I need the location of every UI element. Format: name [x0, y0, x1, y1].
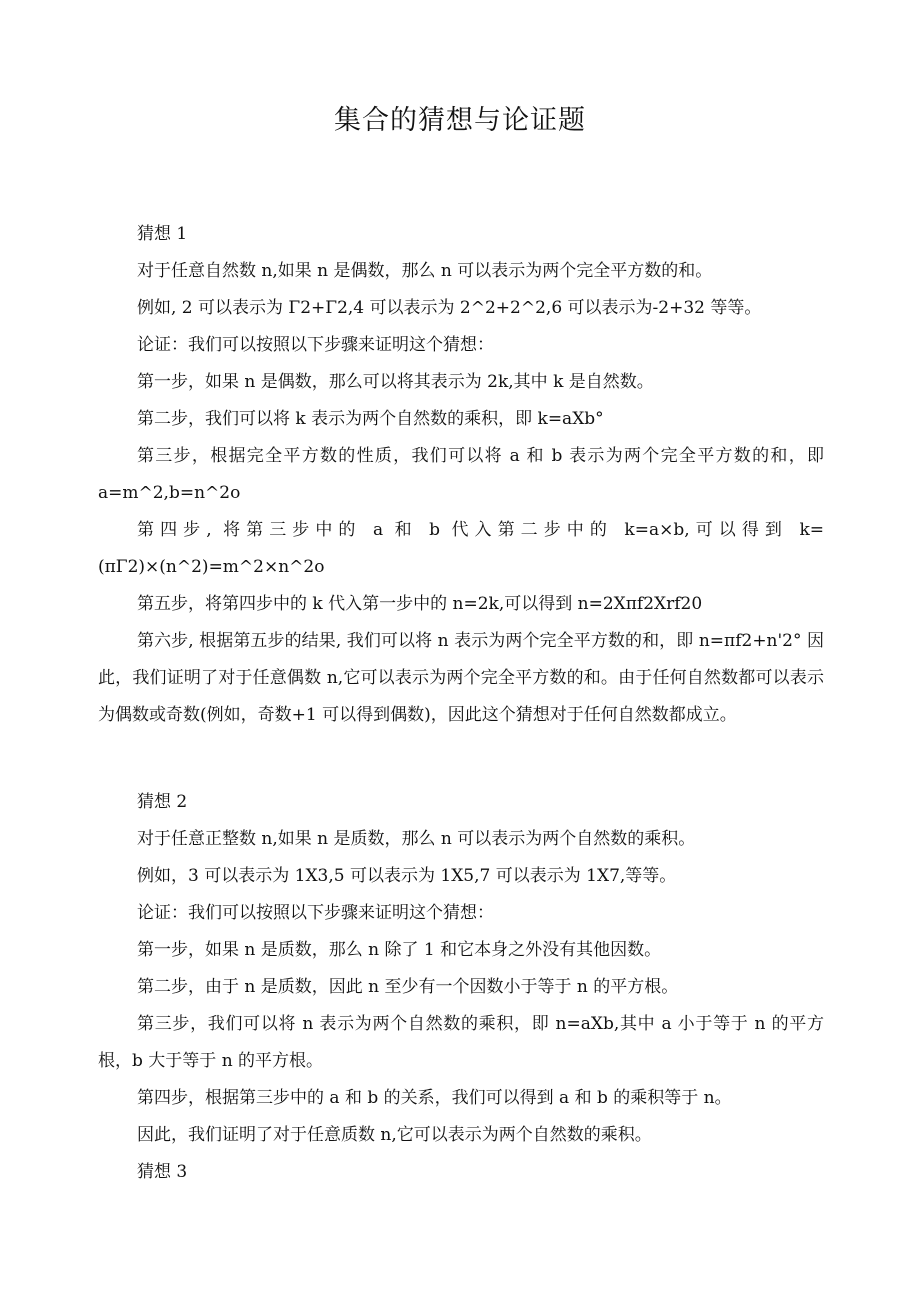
conjecture-2-heading: 猜想 2 — [137, 792, 188, 812]
paragraph: 第一步，如果 n 是偶数，那么可以将其表示为 2k,其中 k 是自然数。 — [137, 372, 654, 392]
paragraph: 论证：我们可以按照以下步骤来证明这个猜想： — [137, 903, 494, 923]
paragraph: 第五步，将第四步中的 k 代入第一步中的 n=2k,可以得到 n=2Xπf2Xrf20 — [137, 594, 703, 614]
paragraph: 例如，3 可以表示为 1X3,5 可以表示为 1X5,7 可以表示为 1X7,等等。 — [137, 866, 677, 886]
paragraph: 第四步, 将第三步中的 a 和 b 代入第二步中的 k=a×b,可以得到 k=(πΓ2)×(n^2)=m^2×n^2o — [98, 520, 824, 577]
paragraph: 对于任意自然数 n,如果 n 是偶数，那么 n 可以表示为两个完全平方数的和。 — [137, 261, 713, 281]
section-gap — [98, 734, 824, 784]
document-title: 集合的猜想与论证题 — [334, 105, 586, 136]
paragraph: 对于任意正整数 n,如果 n 是质数，那么 n 可以表示为两个自然数的乘积。 — [137, 829, 696, 849]
paragraph: 例如, 2 可以表示为 Γ2+Γ2,4 可以表示为 2^2+2^2,6 可以表示为-2+32 等等。 — [137, 298, 762, 318]
paragraph: 第三步，根据完全平方数的性质，我们可以将 a 和 b 表示为两个完全平方数的和，即 a=m^2,b=n^2o — [98, 446, 824, 503]
paragraph: 因此，我们证明了对于任意质数 n,它可以表示为两个自然数的乘积。 — [137, 1125, 652, 1145]
paragraph: 第二步，由于 n 是质数，因此 n 至少有一个因数小于等于 n 的平方根。 — [137, 977, 679, 997]
conjecture-3-heading: 猜想 3 — [137, 1162, 188, 1182]
conjecture-1-heading: 猜想 1 — [137, 224, 188, 244]
paragraph: 第二步，我们可以将 k 表示为两个自然数的乘积，即 k=aXb° — [137, 409, 604, 429]
paragraph: 第一步，如果 n 是质数，那么 n 除了 1 和它本身之外没有其他因数。 — [137, 940, 662, 960]
paragraph: 第四步，根据第三步中的 a 和 b 的关系，我们可以得到 a 和 b 的乘积等于 n。 — [137, 1088, 732, 1108]
paragraph: 论证：我们可以按照以下步骤来证明这个猜想： — [137, 335, 494, 355]
document-body — [98, 216, 824, 1191]
paragraph: 第六步, 根据第五步的结果, 我们可以将 n 表示为两个完全平方数的和，即 n=πf2+n'2° 因此，我们证明了对于任意偶数 n,它可以表示为两个完全平方数的和。由于任何自然数都可以表示为偶数或奇数(例如，奇数+1 可以得到偶数)，因此这个猜想对于任何自然数都成立。 — [98, 631, 824, 725]
paragraph: 第三步，我们可以将 n 表示为两个自然数的乘积，即 n=aXb,其中 a 小于等于 n 的平方根，b 大于等于 n 的平方根。 — [98, 1014, 824, 1071]
